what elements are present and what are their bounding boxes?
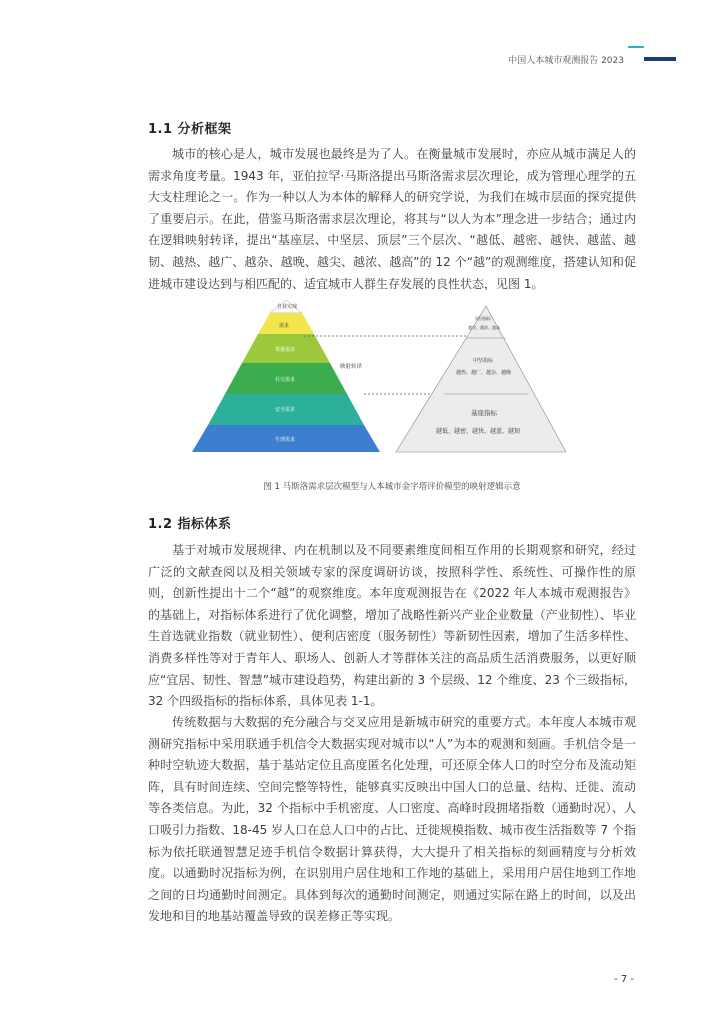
section-heading-1-2: 1.2 指标体系 [148, 517, 232, 532]
header-accent-line [628, 46, 644, 48]
page-header [376, 40, 676, 70]
figure-caption: 图 1 马斯洛需求层次模型与人本城市金字塔评价模型的映射逻辑示意 [263, 482, 521, 492]
page-number: - 7 - [614, 974, 634, 985]
right-top-items: 越尖、越浓、越高 [468, 325, 500, 330]
pyramid-label-self: 自我实现 [277, 304, 298, 310]
section-1-1-paragraph: 城市的核心是人，城市发展也最终是为了人。在衡量城市发展时，亦应从城市满足人的需求角度考量。1943 年，亚伯拉罕·马斯洛提出马斯洛需求层次理论，成为管理心理学的五大支柱理论之一。作为一种以人为本体的解释人的研究学说，为我们在城市层面的探究提供了重要启示。在此，借鉴马斯洛需求层次理论，将其与“以人为本”理念进一步结合；通过内在逻辑映射转译，提出“基座层、中坚层、顶层”三个层次、“越低、越密、越快、越蓝、越韧、越热、越广、越杂、越晚、越尖、越浓、越高”的 12 个“越”的观测维度，搭建认知和促进城市建设达到与相匹配的、适宜城市人群生存发展的良性状态，见图 1。 [148, 147, 636, 291]
pyramid-diagram [166, 300, 566, 460]
pyramid-figure [166, 300, 566, 460]
pyramid-label-safety: 安全需求 [275, 407, 296, 413]
pyramid-label-esteem: 尊重需求 [275, 347, 296, 353]
pyramid-label-need: 需求 [279, 323, 290, 329]
right-top-title: 顶层指标 [475, 316, 491, 321]
section-1-2-paragraph-2: 传统数据与大数据的充分融合与交叉应用是新城市研究的重要方式。本年度人本城市观测研究指标中采用联通手机信令大数据实现对城市以“人”为本的观测和刻画。手机信令是一种时空轨迹大数据，基于基站定位且高度匿名化处理，可还原全体人口的时空分布及流动矩阵，具有时间连续、空间完整等特性，能够真实反映出中国人口的总量、结构、迁徙、流动等各类信息。为此，32 个指标中手机密度、人口密度、高峰时段拥堵指数（通勤时况）、人口吸引力指数、18-45 岁人口在总人口中的占比、迁徙规模指数、城市夜生活指数等 7 个指标为依托联通智慧足迹手机信令数据计算获得，大大提升了相关指标的刻画精度与分析效度。以通勤时况指标为例，在识别用户居住地和工作地的基础上，采用用户居住地到工作地之间的日均通勤时间测定。具体到每次的通勤时间测定，则通过实际在路上的时间，以及出发地和目的地基站覆盖导致的误差修正等实现。 [148, 715, 636, 924]
header-accent-bar [644, 57, 676, 61]
pyramid-label-social: 社交需求 [275, 377, 296, 383]
mapping-label: 映射转译 [340, 364, 363, 370]
right-base-title: 基座指标 [471, 409, 497, 417]
right-middle-title: 中坚指标 [473, 358, 494, 364]
pyramid-label-physiological: 生理需求 [275, 437, 296, 443]
right-middle-items: 越热、越广、越杂、越晚 [456, 370, 512, 376]
section-1-2-paragraph-1: 基于对城市发展规律、内在机制以及不同要素维度间相互作用的长期观察和研究，经过广泛的文献查阅以及相关领域专家的深度调研访谈，按照科学性、系统性、可操作性的原则，创新性提出十二个“越”的观察维度。本年度观测报告在《2022 年人本城市观测报告》的基础上，对指标体系进行了优化调整，增加了战略性新兴产业企业数量（产业韧性）、毕业生首选就业指数（就业韧性）、便利店密度（服务韧性）等新韧性因素，增加了生活多样性、消费多样性等对于青年人、职场人、创新人才等群体关注的高品质生活消费服务，以更好顺应“宜居、韧性、智慧”城市建设趋势，构建出新的 3 个层级、12 个维度、23 个三级指标，32 个四级指标的指标体系，具体见表 1-1。 [148, 543, 636, 709]
right-base-items: 越低、越密、越快、越蓝、越韧 [436, 428, 521, 435]
section-heading-1-1: 1.1 分析框架 [148, 122, 232, 137]
header-title: 中国人本城市观测报告 2023 [508, 56, 624, 66]
